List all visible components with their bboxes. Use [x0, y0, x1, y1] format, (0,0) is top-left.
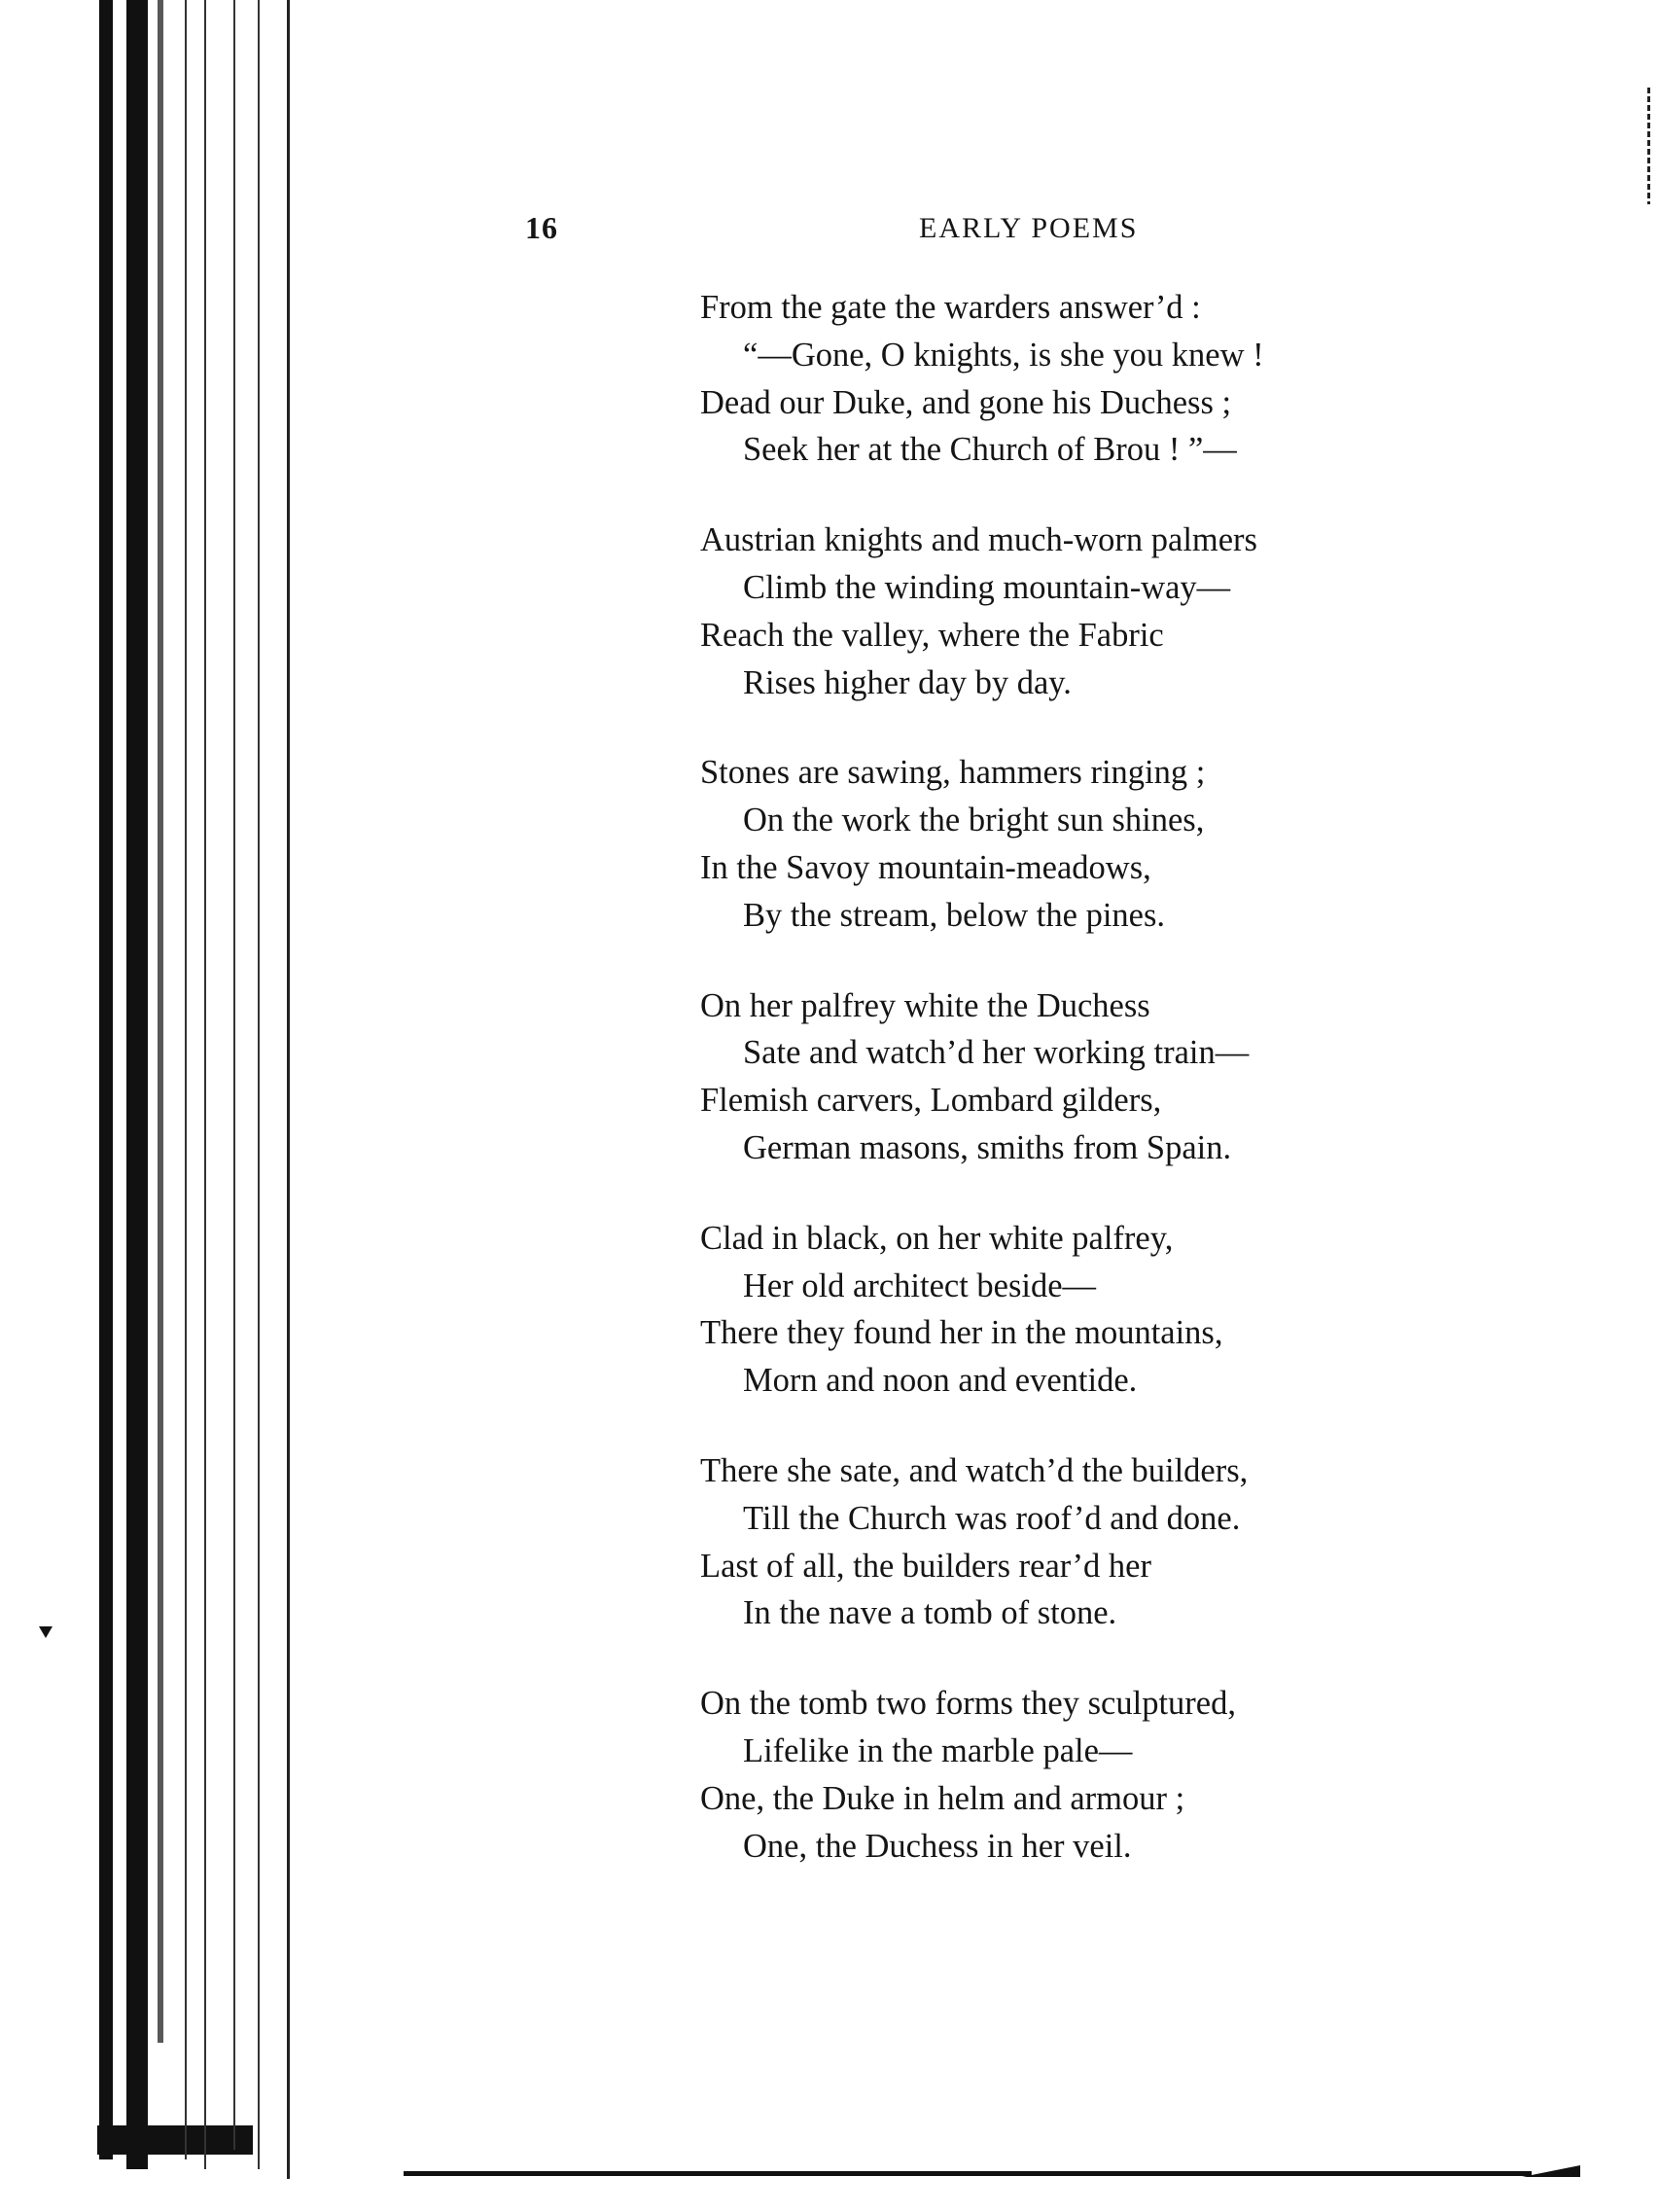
poem-body — [700, 284, 1614, 1912]
poem-line: Stones are sawing, hammers ringing ; — [700, 754, 1206, 792]
poem-line: One, the Duke in helm and armour ; — [700, 1779, 1185, 1817]
scan-mark — [39, 1626, 53, 1638]
poem-line: Last of all, the builders rear’d her — [700, 1547, 1151, 1585]
poem-line: By the stream, below the pines. — [743, 896, 1166, 934]
stanza — [700, 1215, 1614, 1405]
poem-line: Dead our Duke, and gone his Duchess ; — [700, 383, 1232, 421]
poem-line: In the Savoy mountain-meadows, — [700, 848, 1151, 886]
poem-line: Her old architect beside— — [743, 1267, 1097, 1304]
poem-line: On the tomb two forms they sculptured, — [700, 1685, 1236, 1723]
poem-line: Clad in black, on her white palfrey, — [700, 1219, 1174, 1257]
running-head: EARLY POEMS — [919, 212, 1139, 244]
poem-line: Austrian knights and much-worn palmers — [700, 521, 1257, 559]
page-binding-edge — [97, 0, 301, 2179]
poem-line: In the nave a tomb of stone. — [743, 1594, 1117, 1632]
stanza — [700, 749, 1614, 939]
poem-line: Morn and noon and eventide. — [743, 1362, 1138, 1400]
poem-line: Sate and watch’d her working train— — [743, 1034, 1250, 1072]
poem-line: From the gate the warders answer’d : — [700, 289, 1201, 326]
bottom-page-edge — [404, 2165, 1580, 2177]
poem-line: On her palfrey white the Duchess — [700, 986, 1150, 1024]
poem-line: Till the Church was roof’d and done. — [743, 1499, 1241, 1537]
poem-line: Rises higher day by day. — [743, 663, 1072, 701]
stanza — [700, 517, 1614, 706]
stanza — [700, 1447, 1614, 1637]
stanza — [700, 982, 1614, 1172]
poem-line: Reach the valley, where the Fabric — [700, 616, 1164, 654]
poem-line: On the work the bright sun shines, — [743, 802, 1205, 839]
poem-line: “—Gone, O knights, is she you knew ! — [743, 336, 1264, 374]
right-page-edge — [1641, 88, 1655, 204]
page-number: 16 — [525, 210, 558, 245]
poem-line: Lifelike in the marble pale— — [743, 1731, 1133, 1769]
stanza — [700, 1680, 1614, 1870]
poem-line: There she sate, and watch’d the builders, — [700, 1451, 1249, 1489]
poem-line: Flemish carvers, Lombard gilders, — [700, 1082, 1162, 1120]
poem-line: German masons, smiths from Spain. — [743, 1128, 1232, 1166]
stanza — [700, 284, 1614, 474]
poem-line: Seek her at the Church of Brou ! ”— — [743, 431, 1237, 469]
poem-line: Climb the winding mountain-way— — [743, 568, 1231, 606]
poem-line: There they found her in the mountains, — [700, 1314, 1223, 1352]
poem-line: One, the Duchess in her veil. — [743, 1827, 1132, 1865]
